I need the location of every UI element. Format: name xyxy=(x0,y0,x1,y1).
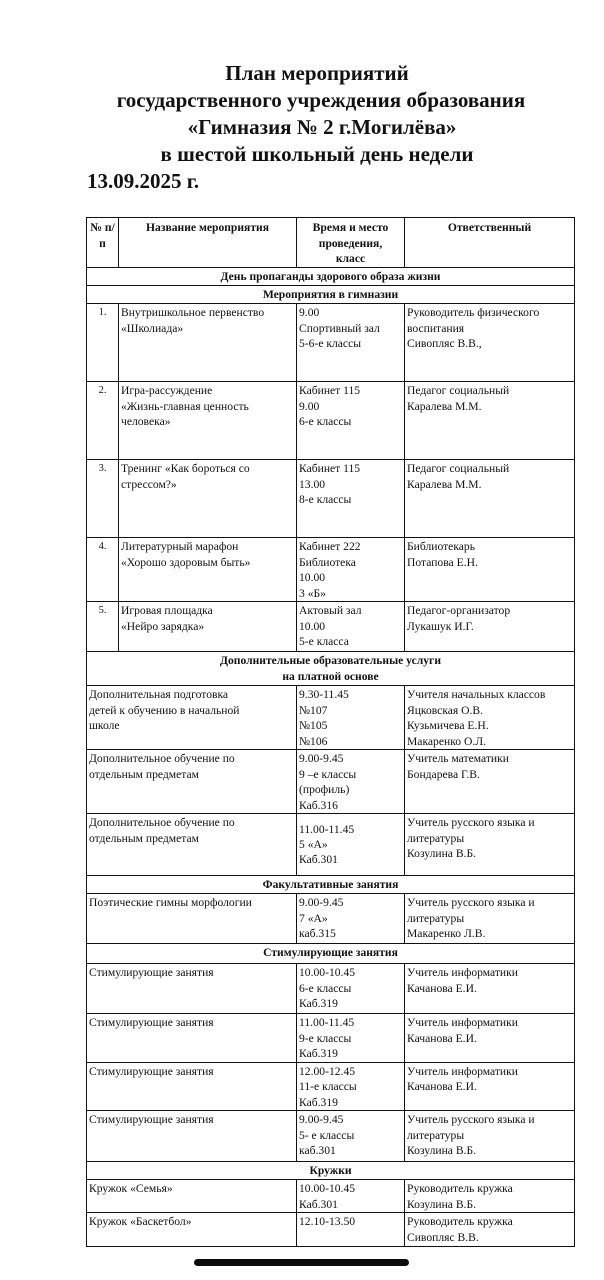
header-num: № п/ п xyxy=(87,218,119,268)
row-number: 5. xyxy=(87,602,119,652)
event-responsible: Учителя начальных классов Яцковская О.В. Кузьмичева Е.Н. Макаренко О.Л. xyxy=(405,686,575,750)
event-time-place: Актовый зал 10.00 5-е класса xyxy=(297,602,405,652)
table-row xyxy=(87,1213,575,1247)
event-time-place: 10.00-10.45 Каб.301 xyxy=(297,1180,405,1213)
event-time-place: 9.00-9.45 9 –е классы (профиль) Каб.316 xyxy=(297,750,405,814)
event-responsible: Учитель русского языка и литературы Козулина В.Б. xyxy=(405,1111,575,1162)
event-time-place: 9.30-11.45 №107 №105 №106 xyxy=(297,686,405,750)
event-name: Тренинг «Как бороться со стрессом?» xyxy=(119,460,297,538)
table-row xyxy=(87,750,575,814)
event-time-place: Кабинет 222 Библиотека 10.00 3 «Б» xyxy=(297,538,405,602)
table-row xyxy=(87,304,575,382)
event-name: Кружок «Баскетбол» xyxy=(87,1213,297,1247)
table-row xyxy=(87,686,575,750)
event-name: Игра-рассуждение «Жизнь-главная ценность человека» xyxy=(119,382,297,460)
event-responsible: Учитель информатики Качанова Е.И. xyxy=(405,1062,575,1111)
day-theme: День пропаганды здорового образа жизни xyxy=(87,268,575,286)
event-responsible: Руководитель кружка Сивопляс В.В. xyxy=(405,1213,575,1247)
table-row xyxy=(87,1014,575,1063)
event-responsible: Библиотекарь Потапова Е.Н. xyxy=(405,538,575,602)
event-time-place: 12.00-12.45 11-е классы Каб.319 xyxy=(297,1062,405,1111)
event-responsible: Педагог социальный Каралева М.М. xyxy=(405,460,575,538)
table-row xyxy=(87,1180,575,1213)
section-row xyxy=(87,944,575,964)
event-name: Игровая площадка «Нейро зарядка» xyxy=(119,602,297,652)
event-name: Дополнительная подготовка детей к обучению в начальной школе xyxy=(87,686,297,750)
header-name: Название мероприятия xyxy=(119,218,297,268)
event-time-place: 11.00-11.45 9-е классы Каб.319 xyxy=(297,1014,405,1063)
event-responsible: Педагог социальный Каралева М.М. xyxy=(405,382,575,460)
table-row xyxy=(87,894,575,944)
event-time-place: 9.00 Спортивный зал 5-6-е классы xyxy=(297,304,405,382)
title-line: План мероприятий xyxy=(225,61,409,85)
document-date: 13.09.2025 г. xyxy=(87,169,200,193)
event-name: Стимулирующие занятия xyxy=(87,1111,297,1162)
event-name: Дополнительное обучение по отдельным предметам xyxy=(87,814,297,876)
row-number: 3. xyxy=(87,460,119,538)
title-line: в шестой школьный день недели xyxy=(160,142,474,166)
section-title: Дополнительные образовательные услуги на платной основе xyxy=(87,652,575,686)
event-name: Стимулирующие занятия xyxy=(87,1062,297,1111)
table-row xyxy=(87,538,575,602)
event-responsible: Руководитель физического воспитания Сивопляс В.В., xyxy=(405,304,575,382)
section-title: Мероприятия в гимназии xyxy=(87,286,575,304)
header-responsible: Ответственный xyxy=(405,218,575,268)
event-responsible: Учитель русского языка и литературы Козулина В.Б. xyxy=(405,814,575,876)
event-time-place: 12.10-13.50 xyxy=(297,1213,405,1247)
section-row xyxy=(87,876,575,894)
section-title: Кружки xyxy=(87,1162,575,1180)
event-name: Дополнительное обучение по отдельным предметам xyxy=(87,750,297,814)
title-line: государственного учреждения образования xyxy=(116,88,526,112)
table-header-row xyxy=(87,218,575,268)
event-name: Стимулирующие занятия xyxy=(87,1014,297,1063)
event-time-place: 9.00-9.45 5- е классы каб.301 xyxy=(297,1111,405,1162)
event-time-place: 11.00-11.45 5 «А» Каб.301 xyxy=(297,814,405,876)
event-name: Внутришкольное первенство «Школиада» xyxy=(119,304,297,382)
event-responsible: Учитель русского языка и литературы Макаренко Л.В. xyxy=(405,894,575,944)
events-plan-table xyxy=(86,217,575,1247)
home-indicator[interactable] xyxy=(194,1259,409,1266)
event-time-place: Кабинет 115 9.00 6-е классы xyxy=(297,382,405,460)
table-row xyxy=(87,602,575,652)
header-time-place: Время и место проведения, класс xyxy=(297,218,405,268)
section-row xyxy=(87,286,575,304)
row-number: 2. xyxy=(87,382,119,460)
event-responsible: Учитель математики Бондарева Г.В. xyxy=(405,750,575,814)
section-row xyxy=(87,652,575,686)
event-name: Стимулирующие занятия xyxy=(87,964,297,1014)
table-row xyxy=(87,1062,575,1111)
table-row xyxy=(87,814,575,876)
event-responsible: Педагог-организатор Лукашук И.Г. xyxy=(405,602,575,652)
event-responsible: Руководитель кружка Козулина В.Б. xyxy=(405,1180,575,1213)
table-row xyxy=(87,1111,575,1162)
event-responsible: Учитель информатики Качанова Е.И. xyxy=(405,1014,575,1063)
event-name: Литературный марафон «Хорошо здоровым быть» xyxy=(119,538,297,602)
table-row xyxy=(87,460,575,538)
section-title: Факультативные занятия xyxy=(87,876,575,894)
row-number: 1. xyxy=(87,304,119,382)
event-name: Кружок «Семья» xyxy=(87,1180,297,1213)
day-theme-row xyxy=(87,268,575,286)
event-responsible: Учитель информатики Качанова Е.И. xyxy=(405,964,575,1014)
table-row xyxy=(87,382,575,460)
title-line: «Гимназия № 2 г.Могилёва» xyxy=(187,115,457,139)
table-row xyxy=(87,964,575,1014)
event-time-place: Кабинет 115 13.00 8-е классы xyxy=(297,460,405,538)
event-time-place: 9.00-9.45 7 «А» каб.315 xyxy=(297,894,405,944)
event-name: Поэтические гимны морфологии xyxy=(87,894,297,944)
section-row xyxy=(87,1162,575,1180)
row-number: 4. xyxy=(87,538,119,602)
section-title: Стимулирующие занятия xyxy=(87,944,575,964)
event-time-place: 10.00-10.45 6-е классы Каб.319 xyxy=(297,964,405,1014)
document-title xyxy=(0,60,604,195)
